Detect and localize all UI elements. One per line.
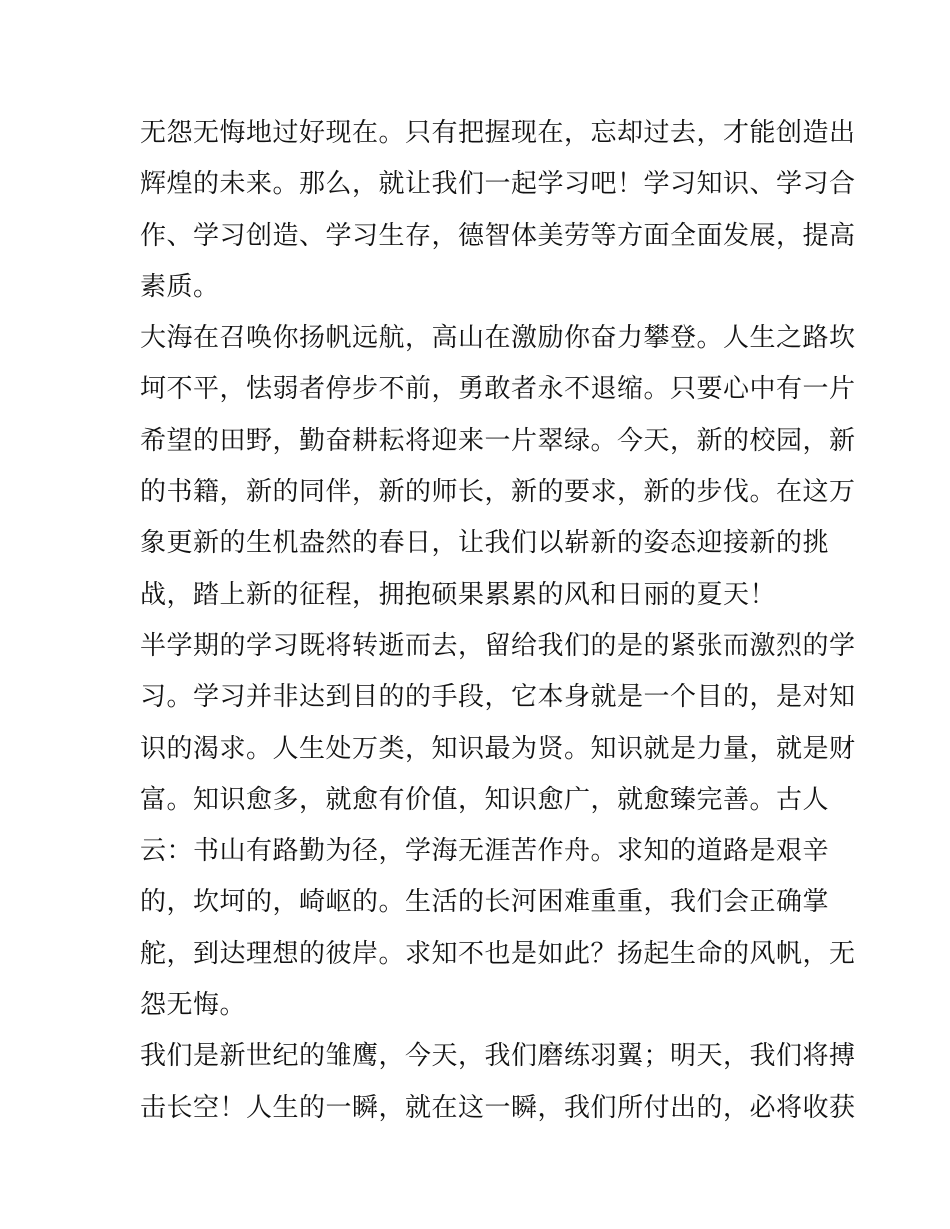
- text-line: 富。知识愈多，就愈有价值，知识愈广，就愈臻完善。古人: [140, 784, 830, 815]
- text-line: 识的渴求。人生处万类，知识最为贤。知识就是力量，就是财: [140, 733, 856, 764]
- text-line: 舵，到达理想的彼岸。求知不也是如此？扬起生命的风帆，无: [140, 938, 856, 969]
- document-body: [140, 108, 856, 1134]
- text-line: 习。学习并非达到目的的手段，它本身就是一个目的，是对知: [140, 682, 856, 713]
- text-line: 作、学习创造、学习生存，德智体美劳等方面全面发展，提高: [140, 220, 856, 251]
- text-line: 象更新的生机盎然的春日，让我们以崭新的姿态迎接新的挑: [140, 528, 830, 559]
- text-line: 我们是新世纪的雏鹰，今天，我们磨练羽翼；明天，我们将搏: [140, 1041, 856, 1072]
- text-line: 半学期的学习既将转逝而去，留给我们的是的紧张而激烈的学: [140, 630, 856, 661]
- text-line: 素质。: [140, 271, 220, 302]
- text-line: 无怨无悔地过好现在。只有把握现在，忘却过去，才能创造出: [140, 118, 856, 148]
- text-line: 击长空！人生的一瞬，就在这一瞬，我们所付出的，必将收获: [140, 1092, 856, 1123]
- text-line: 的书籍，新的同伴，新的师长，新的要求，新的步伐。在这万: [140, 477, 856, 508]
- text-line: 战，踏上新的征程，拥抱硕果累累的风和日丽的夏天！: [140, 579, 777, 610]
- text-line: 坷不平，怯弱者停步不前，勇敢者永不退缩。只要心中有一片: [140, 374, 856, 405]
- text-line: 大海在召唤你扬帆远航，高山在激励你奋力攀登。人生之路坎: [140, 323, 856, 354]
- text-line: 的，坎坷的，崎岖的。生活的长河困难重重，我们会正确掌: [140, 887, 830, 918]
- text-line: 云：书山有路勤为径，学海无涯苦作舟。求知的道路是艰辛: [140, 836, 830, 867]
- text-line: 希望的田野，勤奋耕耘将迎来一片翠绿。今天，新的校园，新: [140, 425, 856, 456]
- text-line: 怨无悔。: [140, 990, 247, 1021]
- text-line: 辉煌的未来。那么，就让我们一起学习吧！学习知识、学习合: [140, 169, 856, 200]
